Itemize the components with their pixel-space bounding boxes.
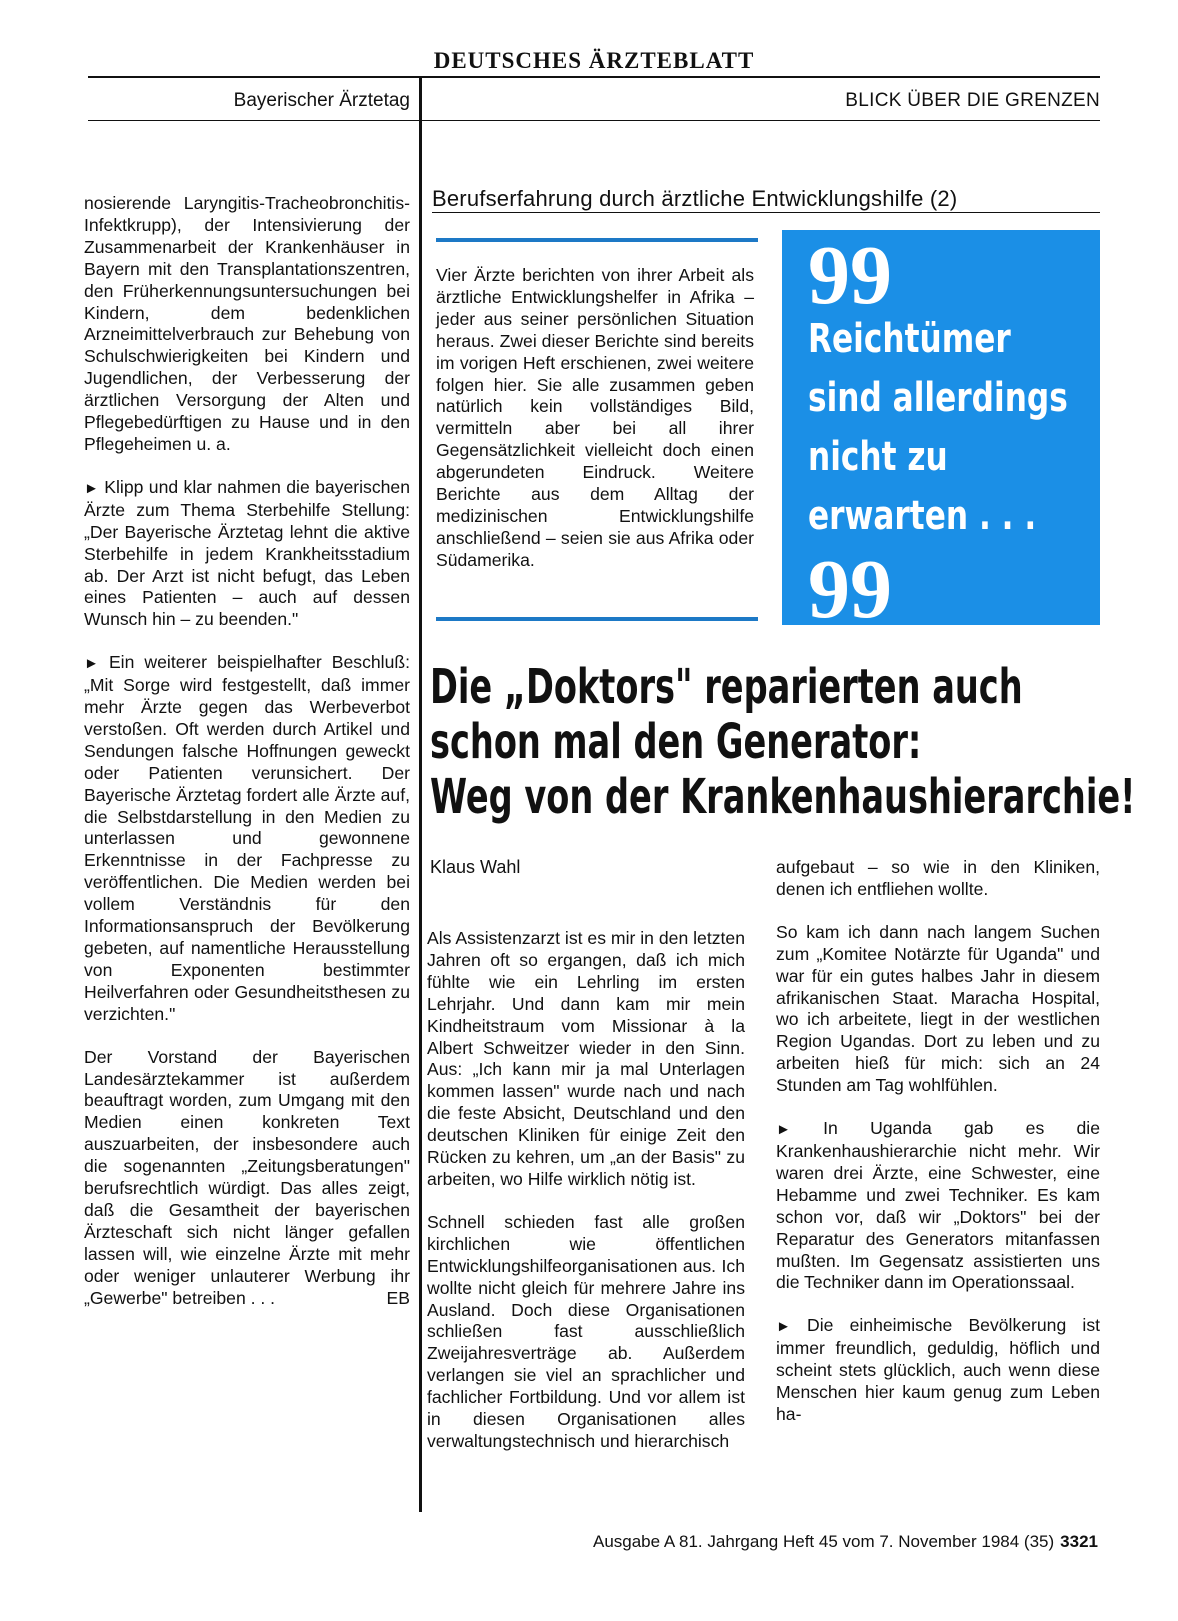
middle-paragraph-1: Als Assistenzarzt ist es mir in den letzten Jahren oft so ergangen, daß ich mich fühlte wie ein Lehrling im ersten Lehrjahr. Und dann kam mir mein Kindheitstraum vom Missionar à la Albert Schweitzer wieder in den Sinn. Aus: „Ich kann mir ja mal Unterlagen kommen lassen" wurde nach und nach die feste Absicht, Deutschland und den deutschen Kliniken für einige Zeit den Rücken zu kehren, um „an der Basis" zu arbeiten, wo Hilfe wirklich nötig ist. [427,928,745,1189]
right-paragraph-2: So kam ich dann nach langem Suchen zum „Komitee Notärzte für Uganda" und war für ein gutes halbes Jahr in diesem afrikanischen Staat. Maracha Hospital, wo ich arbeitete, liegt in der westlichen Region Ugandas. Dort zu leben und zu arbeiten hieß für mich: sich an 24 Stunden am Tag wohlfühlen. [776,921,1100,1096]
right-column [776,857,1100,1447]
left-paragraph-1: nosierende Laryngitis-Tracheobronchitis-Infektkrupp), der Intensivierung der Zusammenarbeit der Krankenhäuser in Bayern mit den Transplantationszentren, den Früherkennungsuntersuchungen bei Kindern, dem bedenklichen Arzneimittelverbrauch zur Behebung von Schulschwierigkeiten bei Kindern und Jugendlichen, der Verbesserung der ärztlichen Versorgung der Alten und Pflegebedürftigen zu Hause und in den Pflegeheimen u. a. [84,193,410,454]
masthead-rule [88,76,1100,78]
section-label-right: BLICK ÜBER DIE GRENZEN [845,90,1100,111]
page-number: 3321 [1060,1532,1098,1551]
article-headline: Die „Doktors" reparierten auch schon mal den Generator: Weg von der Krankenhaushierarchie! [430,659,1136,825]
pull-quote-text: Reichtümer sind allerdings nicht zu erwarten . . . [808,316,1068,539]
pull-quote-box [782,229,1100,636]
intro-bottom-rule [436,617,758,621]
intro-text: Vier Ärzte berichten von ihrer Arbeit als ärztliche Entwicklungshelfer in Afrika – jeder aus seiner persönlichen Situation heraus. Zwei dieser Berichte sind bereits im vorigen Heft erschienen, zwei weitere folgen hier. Sie alle zusammen geben natürlich kein vollständiges Bild, vermitteln aber bei all ihrer Gegensätzlichkeit vielleicht doch einen abgerundeten Eindruck. Weitere Berichte aus dem Alltag der medizinischen Entwicklungshilfe anschließend – seien sie aus Afrika oder Südamerika. [436,265,754,570]
intro-top-rule [436,238,758,242]
page-footer [490,1532,1098,1552]
series-title: Berufserfahrung durch ärztliche Entwicklungshilfe (2) [432,186,958,211]
left-paragraph-4: Der Vorstand der Bayerischen Landesärztekammer ist außerdem beauftragt worden, zum Umgang mit den Medien einen konkreten Text auszuarbeiten, der insbesondere auch die sogenannten „Zeitungsberatungen" berufsrechtlich würdigt. Das alles zeigt, daß die Gesamtheit der bayerischen Ärzteschaft sich nicht länger gefallen lassen will, wie einzelne Ärzte mit mehr oder weniger unlauterer Werbung ihr „Gewerbe" betreiben . . . EB [84,1046,410,1308]
right-paragraph-1: aufgebaut – so wie in den Kliniken, denen ich entfliehen wollte. [776,857,1100,899]
section-label-left: Bayerischer Ärztetag [233,90,410,111]
issue-info: Ausgabe A 81. Jahrgang Heft 45 vom 7. November 1984 (35) [592,1532,1055,1551]
quote-open-icon: 99 [808,229,892,322]
middle-column [427,928,745,1474]
bullet-arrow-icon: ► [84,655,99,673]
quote-close-icon: 99 [808,543,892,636]
column-divider [419,77,422,1512]
left-paragraph-3: ► Ein weiterer beispielhafter Beschluß: „Mit Sorge wird festgestellt, daß immer mehr Ärzte gegen das Werbeverbot verstoßen. Oft werden durch Artikel und Sendungen falsche Hoffnungen geweckt oder Patienten verunsichert. Der Bayerische Ärztetag fordert alle Ärzte auf, die Selbstdarstellung in den Medien zu unterlassen und gewonnene Erkenntnisse in der Fachpresse zu veröffentlichen. Die Medien werden bei vollem Verständnis für den Informationsanspruch der Bevölkerung gebeten, auf namentliche Herausstellung von Exponenten bestimmter Heilverfahren oder Gesundheitsthesen zu verzichten." [84,652,411,1024]
section-rule [88,120,1100,121]
bullet-arrow-icon: ► [776,1318,791,1336]
left-column [84,193,410,1331]
author-name: Klaus Wahl [430,857,521,877]
left-paragraph-2: ► Klipp und klar nahmen die bayerischen Ärzte zum Thema Sterbehilfe Stellung: „Der Bayerische Ärztetag lehnt die aktive Sterbehilfe in jedem Krankheitsstadium ab. Der Arzt ist nicht befugt, das Leben eines Patienten – auch auf dessen Wunsch hin – zu beenden." [84,476,410,630]
masthead: DEUTSCHES ÄRZTEBLATT [433,48,755,73]
middle-paragraph-2: Schnell schieden fast alle großen kirchlichen wie öffentlichen Entwicklungshilfeorganisationen aus. Ich wollte nicht gleich für mehrere Jahre ins Ausland. Doch diese Organisationen schließen fast ausschließlich Zweijahresverträge ab. Außerdem verlangen sie viel an sprachlicher und fachlicher Fortbildung. Und vor allem ist in diesen Organisationen alles verwaltungstechnisch und hierarchisch [427,1211,745,1451]
bullet-arrow-icon: ► [84,479,99,497]
series-rule [432,212,1100,213]
bullet-arrow-icon: ► [776,1121,791,1139]
right-paragraph-4: ► Die einheimische Bevölkerung ist immer freundlich, geduldig, höflich und scheint stets glücklich, auch wenn diese Menschen hier kaum genug zum Leben ha- [776,1315,1100,1424]
author-signature: EB [386,1287,410,1308]
right-paragraph-3: ► In Uganda gab es die Krankenhaushierarchie nicht mehr. Wir waren drei Ärzte, eine Schwester, eine Hebamme und zwei Techniker. Es kam schon vor, daß wir „Doktors" bei der Reparatur des Generators mitanfassen mußten. Im Gegensatz assistierten uns die Techniker dann im Operationssaal. [776,1118,1101,1293]
